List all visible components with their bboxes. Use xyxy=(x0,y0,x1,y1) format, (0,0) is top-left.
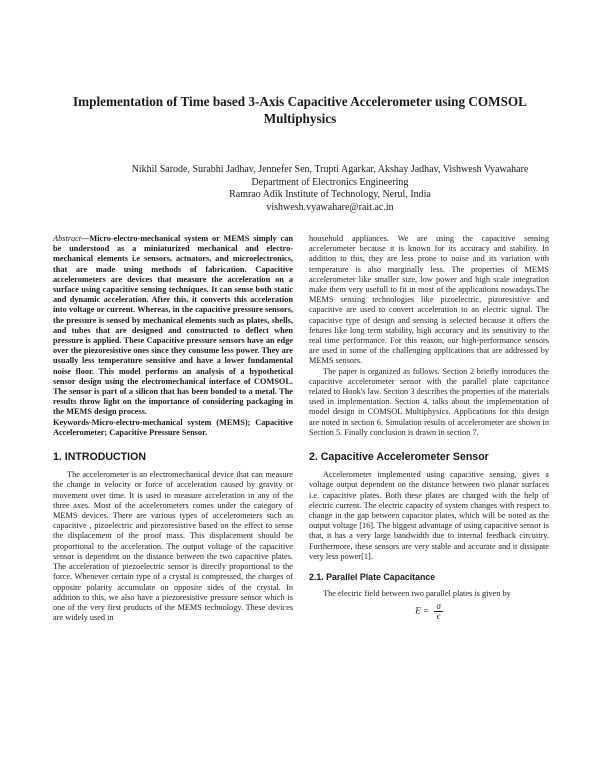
paper-title: Implementation of Time based 3-Axis Capacitive Accelerometer using COMSOL Multiphysics xyxy=(73,94,527,126)
intro-continued-paragraph: household appliances. We are using the capacitive sensing accelerometer because it is known for its accuracy and stability. In addition to this, they are less prone to noise and its variation with temperature is also marginally less. The properties of MEMS accelerometer like smaller size, low power and high scale integration make them very usefull to fit in most of the applications nowadays.The MEMS sensing technologies like pizoelectric, pizoresistive and capacitive are used to convert acceleration to an electric signal. The capacitive type of design and sensing is selected because it offers the fetures like long term stability, high accuracy and its sensitivity to the real time performance. For this reason, our high-performance sensors are used in some of the challenging applications that are addressed by MEMS sensors. xyxy=(309,234,549,366)
abstract-lead: Abstract xyxy=(53,234,82,243)
equation-fraction xyxy=(434,602,442,621)
section-2-1-heading: 2.1. Parallel Plate Capacitance xyxy=(309,572,436,583)
section-1-heading: 1. INTRODUCTION xyxy=(53,451,146,464)
organization-paragraph: The paper is organized as follows. Section 2 briefly introduces the capacitive accelerometer sensor with the parallel plate capcitance related to Hook's law. Section 3 describes the properties of the materials used in implementation. Section 4, talks about the implementation of model design in COMSOL Multiphysics. Applications for this design are noted in section 6. Simulation results of accelerometer are shown in Section 5. Finally conclusion is drawn in section 7. xyxy=(309,366,549,437)
equation-numerator: σ xyxy=(436,600,441,611)
abstract xyxy=(53,234,293,418)
electric-field-equation xyxy=(309,602,549,621)
right-column xyxy=(309,234,549,621)
section-2-1-paragraph: The electric field between two parallel plates is given by xyxy=(323,589,511,599)
institute: Ramrao Adik Institute of Technology, Nerul, India xyxy=(229,189,431,200)
department: Department of Electronics Engineering xyxy=(251,176,409,188)
abstract-body: —Micro-electro-mechanical system or MEMS simply can be understood as a miniaturized mechanical and electro-mechanical elements i.e sensors, actuators, and microelectronics, that are made using methods of fabrication. Capacitive accelerometers are devices that measure the acceleration on a surface using capacitive sensing techniques. It can sense both static and dynamic acceleration. After this, it converts this acceleration into voltage or current. Whereas, in the capacitive pressure sensors, the pressure is sensed by mechanical elements such as plates, shells, and tubes that are designed and constructed to deflect when pressure is applied. These Capacitive pressure sensors have an edge over the piezoresistive ones since they consume less power. They are usually less temperature sensitive and have a lower fundamental noise floor. This model performs an analysis of a hypothetical sensor design using the electromechanical interface of COMSOL. The sensor is part of a silicon that has been bonded to a metal. The results throw light on the importance of considering packaging in the MEMS design process. xyxy=(53,234,293,417)
author-names: Nikhil Sarode, Surabhi Jadhav, Jennefer Sen, Trupti Agarkar, Akshay Jadhav, Vishwesh Vyawahare xyxy=(131,164,529,175)
equation-lhs: E = xyxy=(415,605,430,616)
author-block xyxy=(100,164,560,214)
left-column xyxy=(53,234,293,623)
keywords: Keywords-Micro-electro-mechanical system (MEMS); Capacitive Accelerometer; Capacitive Pressure Sensor. xyxy=(53,417,293,437)
section-2-heading: 2. Capacitive Accelerometer Sensor xyxy=(309,451,489,464)
equation-denominator: ϵ xyxy=(436,610,441,621)
email: vishwesh.vyawahare@rait.ac.in xyxy=(266,201,394,213)
intro-paragraph: The accelerometer is an electromechanical device that can measure the change in velocity or force of acceleration caused by gravity or movement over time. It is used to measure acceleration in any of the three axes. Most of the accelerometers comes under the category of MEMS devices. There are various types of accelerometers such as capacitive , pizoelectric and piezoresistive based on the effect to sense the displacement of the proof mass. This displacement should be proportional to the acceleration. The output voltage of the capacitive sensor is dependent on the distance between the two capacitive plates. The acceleration of piezoelectric sensor is directly proportional to the force. Whenever certain type of a crystal is compressed, the charges of opposite polarity accumulate on opposite sides of the crystal. In addition to this, we also have a piezoresistive pressure sensor which is one of the very first products of the MEMS technology. These devices are widely used in xyxy=(53,470,293,623)
section-2-paragraph: Accelerometer implemented using capacitive sensing, gives a voltage output dependent on the distance between two planar surfaces i.e. capacitive plates. Both these plates are charged with the help of electric current. The electric capacity of system changes with respect to change in the gap between capacitor plates, which will be noted as the output voltage [16]. The biggest advantage of using capacitive sensor is that, it has a very large bandwidth due to internal feedback circuitry. Furthermore, these sensors are very stable and accurate and it dissipate very less power[1]. xyxy=(309,470,549,561)
